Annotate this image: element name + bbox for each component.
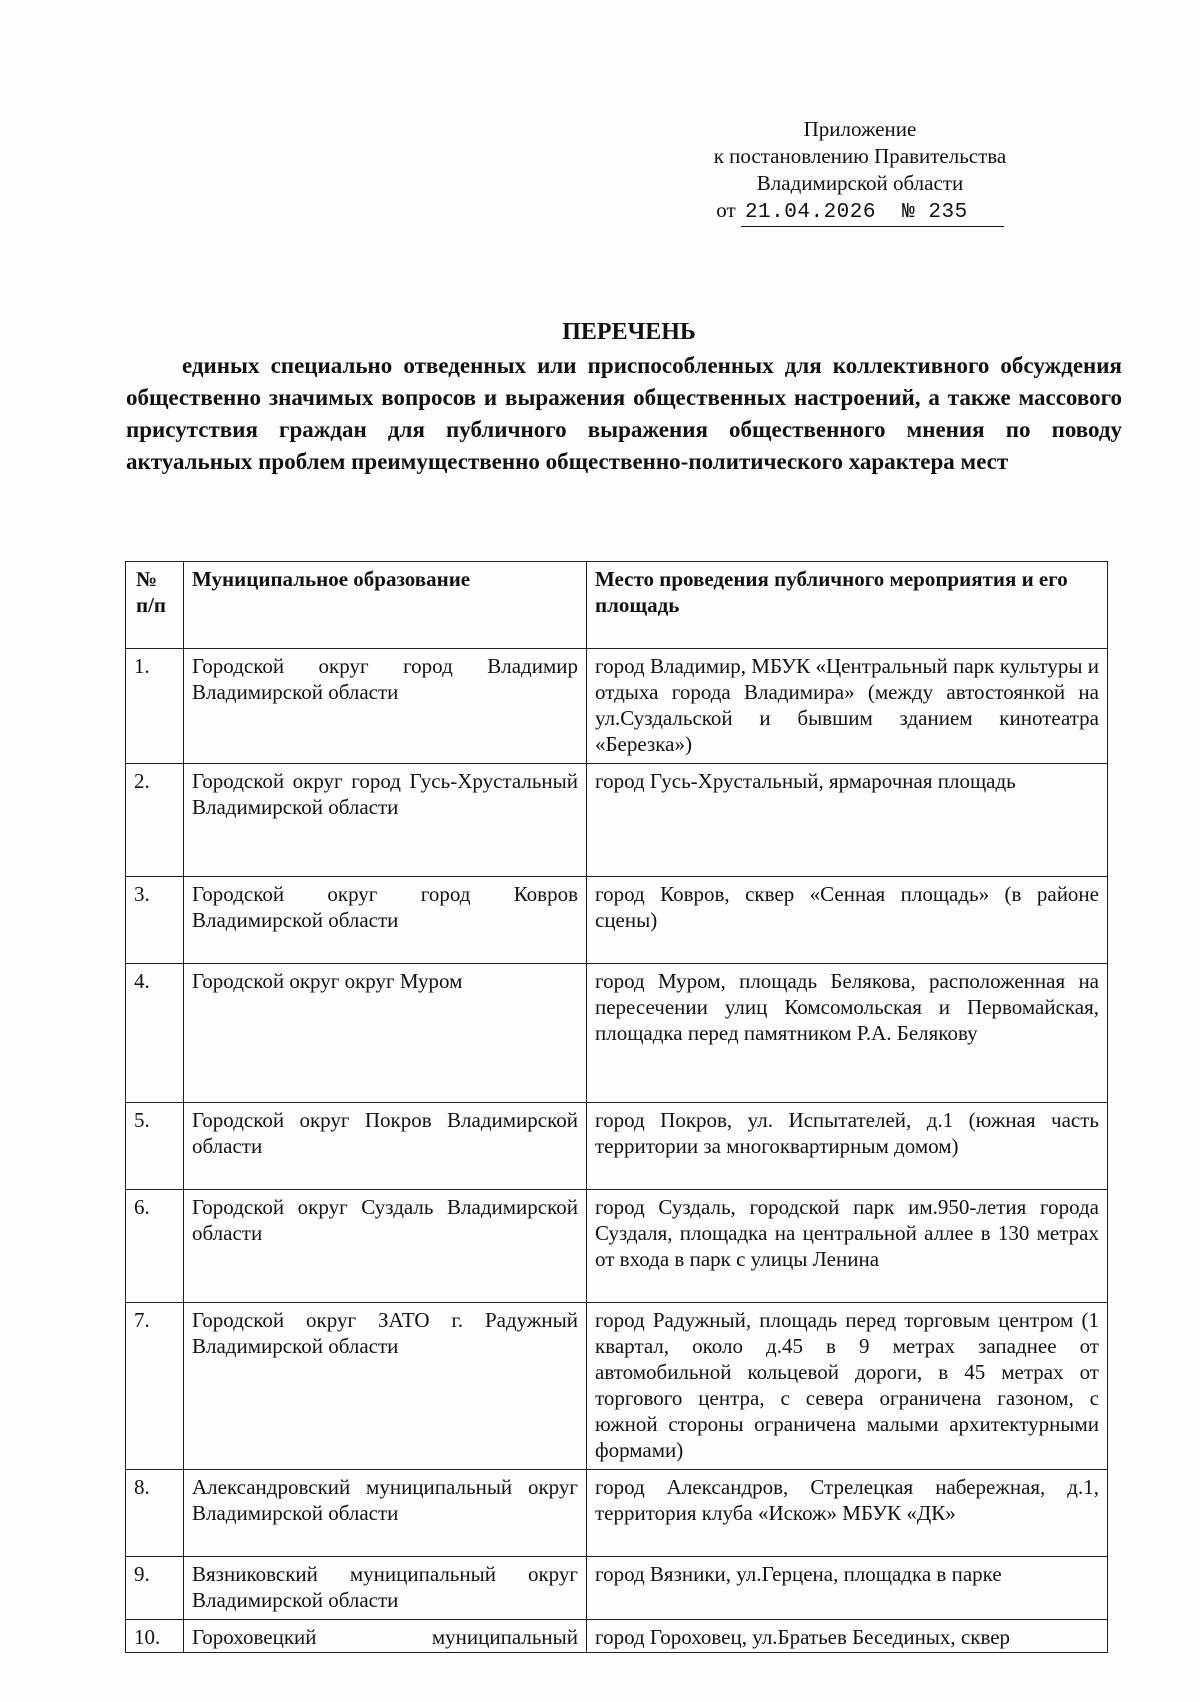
row-num: 1. bbox=[126, 649, 184, 764]
table-row bbox=[126, 877, 1108, 964]
row-municipality: Вязниковский муниципальный округ Владимирской области bbox=[184, 1557, 587, 1620]
row-municipality: Александровский муниципальный округ Владимирской области bbox=[184, 1470, 587, 1557]
table-row bbox=[126, 1190, 1108, 1303]
table-row bbox=[126, 1303, 1108, 1470]
date-number-value: 21.04.2026 № 235 bbox=[741, 199, 1004, 227]
appendix-block bbox=[680, 116, 1040, 227]
row-municipality: Городской округ город Ковров Владимирской области bbox=[184, 877, 587, 964]
table-header-row bbox=[126, 562, 1108, 649]
table-row bbox=[126, 1557, 1108, 1620]
row-num: 6. bbox=[126, 1190, 184, 1303]
table-row bbox=[126, 1620, 1108, 1653]
row-num: 4. bbox=[126, 964, 184, 1103]
header-num: № п/п bbox=[126, 562, 184, 649]
row-municipality: Городской округ Суздаль Владимирской области bbox=[184, 1190, 587, 1303]
row-place: город Муром, площадь Белякова, расположенная на пересечении улиц Комсомольская и Первомайская, площадка перед памятником Р.А. Белякову bbox=[587, 964, 1108, 1103]
row-municipality: Городской округ округ Муром bbox=[184, 964, 587, 1103]
date-prefix: от bbox=[716, 198, 736, 222]
appendix-region: Владимирской области bbox=[756, 171, 964, 195]
row-place: город Владимир, МБУК «Центральный парк культуры и отдыха города Владимира» (между автостоянкой на ул.Суздальской и бывшим зданием кинотеатра «Березка») bbox=[587, 649, 1108, 764]
row-num: 8. bbox=[126, 1470, 184, 1557]
header-municipality: Муниципальное образование bbox=[184, 562, 587, 649]
table-row bbox=[126, 649, 1108, 764]
document-title bbox=[126, 316, 1122, 478]
row-place: город Гороховец, ул.Братьев Бесединых, сквер bbox=[587, 1620, 1108, 1653]
row-num: 9. bbox=[126, 1557, 184, 1620]
row-num: 3. bbox=[126, 877, 184, 964]
row-place: город Александров, Стрелецкая набережная, д.1, территория клуба «Искож» МБУК «ДК» bbox=[587, 1470, 1108, 1557]
header-place: Место проведения публичного мероприятия и его площадь bbox=[587, 562, 1108, 649]
row-num: 7. bbox=[126, 1303, 184, 1470]
title-subtitle: единых специально отведенных или приспособленных для коллективного обсуждения общественно значимых вопросов и выражения общественных настроений, а также массового присутствия граждан для публичного выражения общественного мнения по поводу актуальных проблем преимущественно общественно-политического характера мест bbox=[126, 353, 1122, 474]
row-place: город Радужный, площадь перед торговым центром (1 квартал, около д.45 в 9 метрах западнее от автомобильной кольцевой дороги, в 45 метрах от торгового центра, с севера ограничена газоном, с южной стороны ограничена малыми архитектурными формами) bbox=[587, 1303, 1108, 1470]
row-place: город Гусь-Хрустальный, ярмарочная площадь bbox=[587, 764, 1108, 877]
row-municipality: Городской округ город Владимир Владимирской области bbox=[184, 649, 587, 764]
row-place: город Вязники, ул.Герцена, площадка в парке bbox=[587, 1557, 1108, 1620]
row-place: город Ковров, сквер «Сенная площадь» (в районе сцены) bbox=[587, 877, 1108, 964]
places-table bbox=[125, 561, 1108, 1653]
appendix-date-line bbox=[680, 197, 1040, 227]
row-num: 5. bbox=[126, 1103, 184, 1190]
row-municipality: Городской округ город Гусь-Хрустальный Владимирской области bbox=[184, 764, 587, 877]
title-heading: ПЕРЕЧЕНЬ bbox=[562, 319, 696, 345]
table-row bbox=[126, 1470, 1108, 1557]
table-row bbox=[126, 1103, 1108, 1190]
row-num: 2. bbox=[126, 764, 184, 877]
row-num: 10. bbox=[126, 1620, 184, 1653]
row-municipality: Городской округ Покров Владимирской области bbox=[184, 1103, 587, 1190]
table-row bbox=[126, 764, 1108, 877]
appendix-decree-ref: к постановлению Правительства bbox=[713, 144, 1007, 168]
row-municipality: Городской округ ЗАТО г. Радужный Владимирской области bbox=[184, 1303, 587, 1470]
row-place: город Покров, ул. Испытателей, д.1 (южная часть территории за многоквартирным домом) bbox=[587, 1103, 1108, 1190]
table-row bbox=[126, 964, 1108, 1103]
row-place: город Суздаль, городской парк им.950-летия города Суздаля, площадка на центральной аллее в 130 метрах от входа в парк с улицы Ленина bbox=[587, 1190, 1108, 1303]
row-municipality: Гороховецкий муниципальный bbox=[184, 1620, 587, 1653]
appendix-label: Приложение bbox=[803, 117, 917, 141]
